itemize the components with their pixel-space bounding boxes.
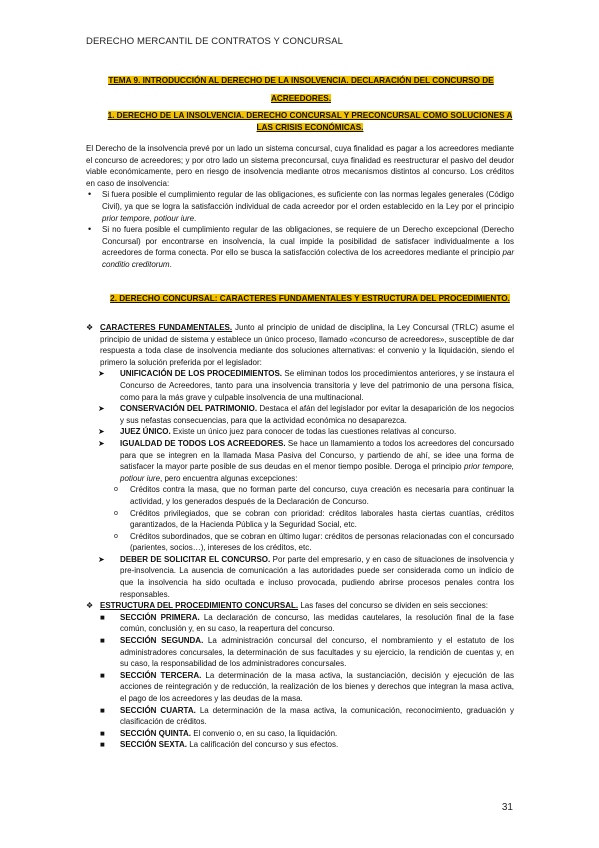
bullet-italic: par conditio creditorum [102,248,514,269]
sub-item-text: Créditos privilegiados, que se cobran con prioridad: créditos laborales hasta ciertas cuantías, créditos garantizados, de la Hacienda Pública y la Seguridad Social, etc. [130,508,514,530]
item-label: UNIFICACIÓN DE LOS PROCEDIMIENTOS. [120,369,283,379]
section-1-heading [100,110,520,134]
item-label: SECCIÓN QUINTA. [120,728,191,738]
caracteres-list [86,368,514,484]
item-text: Por parte del empresario, y en caso de situaciones de insolvencia y pre-insolvencia. La ausencia de comunicación a las autoridades puede ser considerada como un indicio de que la insolvencia ha sido ocultada e incluso provocada, pudiendo abrirse procesos penales contra los responsables. [120,554,514,599]
item-text: La calificación del concurso y sus efectos. [186,740,339,750]
item-label: SECCIÓN SEGUNDA. [120,636,204,646]
bullet-end: . [169,259,172,269]
arrow-bullet-icon: ➤ [98,427,105,437]
list-item [96,739,514,751]
arrow-bullet-icon: ➤ [98,438,105,448]
running-header: DERECHO MERCANTIL DE CONTRATOS Y CONCURSAL [86,36,344,47]
page-number: 31 [501,802,513,813]
item-text: Se eliminan todos los procedimientos anteriores, y se instaura el Concurso de Acreedores, tanto para una insolvencia transitoria y leve del patrimonio de una persona física, como para la más grave y culpable insolvencia de una multinacional. [120,369,515,402]
list-item [86,189,514,224]
circle-bullet-icon: o [114,486,118,494]
excepciones-list [86,484,514,554]
item-label: CONSERVACIÓN DEL PATRIMONIO. [120,404,258,414]
section-1-heading-text: 1. DERECHO DE LA INSOLVENCIA. DERECHO CONCURSAL Y PRECONCURSAL COMO SOLUCIONES A LAS CRISIS ECONÓMICAS. [107,111,513,132]
caracteres-label: CARACTERES FUNDAMENTALES. [100,323,233,332]
arrow-bullet-icon: ➤ [98,404,105,414]
square-bullet-icon: ■ [100,740,105,750]
list-item [96,368,514,403]
item-text: El convenio o, en su caso, la liquidación. [190,728,338,738]
estructura-text: Las fases del concurso se dividen en seis secciones: [298,601,488,611]
list-item [96,612,514,635]
item-text: Se hace un llamamiento a todos los acreedores del concursado para que se integren en la llamada Masa Pasiva del Concurso, y partiendo de ahí, se idee una forma de satisfacer la mayor parte posible de sus deudas en el menor tiempo posible. Deroga el principio [120,438,514,472]
caracteres-text: Junto al principio de unidad de disciplina, la Ley Concursal (TRLC) asume el principio de unidad de sistema y establece un único proceso, llamado «concurso de acreedores», susceptible de dar respuesta a toda clase de insolvencia mediante dos soluciones alternativas: el convenio y la liquidación, siendo el primero la solución preferida por el legislador: [100,323,515,367]
list-item [96,438,514,484]
section-1-intro: El Derecho de la insolvencia prevé por un lado un sistema concursal, cuya finalidad es pagar a los acreedores mediante el concurso de acreedores; y por otro lado un sistema preconcursal, cuya finalidad es reestructurar el pasivo del deudor viable económicamente, pero en riesgo de insolvencia mediante otros mecanismos distintos al concurso. Los créditos en caso de insolvencia: [86,144,514,188]
item-label: SECCIÓN SEXTA. [120,740,187,750]
item-text: La declaración de concurso, las medidas cautelares, la resolución final de la fase común, conclusión y, en su caso, la reapertura del concurso. [120,612,514,634]
square-bullet-icon: ■ [100,728,105,738]
caracteres-list-continued [86,554,514,600]
estructura-label: ESTRUCTURA DEL PROCEDIMIENTO CONCURSAL. [100,601,299,611]
list-item [96,728,514,740]
item-text: Destaca el afán del legislador por evitar la desaparición de los negocios y sus nefastas consecuencias, para que la actividad económica no desaparezca. [120,404,515,425]
bullet-end: . [194,213,197,223]
item-label: JUEZ ÚNICO. [120,427,171,437]
bullet-text: Si no fuera posible el cumplimiento regular de las obligaciones, se requiere de un Derecho excepcional (Derecho Concursal) por encontrarse en insolvencia, la cual impide la posibilidad de satisfacer individualmente a los acreedores de forma conecta. Por ello se busca la satisfacción colectiva de los acreedores mediante el principio [102,225,514,258]
item-label: DEBER DE SOLICITAR EL CONCURSO. [120,554,271,564]
list-item [96,670,514,705]
bullet-text: Si fuera posible el cumplimiento regular de las obligaciones, es suficiente con las normas legales generales (Código Civil), ya que se logra la satisfacción individual de cada acreedor por el orden establecido en la Ley por el principio [102,190,514,211]
list-item [86,508,514,531]
item-end: , pero encuentra algunas excepciones: [160,473,298,483]
bullet-italic: prior tempore, potiour iure [102,213,195,223]
section-1-bullet-list [86,189,514,270]
diamond-bullet-icon: ❖ [86,601,94,611]
list-item [96,705,514,728]
circle-bullet-icon: o [114,532,118,540]
list-item [86,484,514,507]
caracteres-block [86,322,514,368]
sub-item-text: Créditos contra la masa, que no forman parte del concurso, cuya creación es necesaria para continuar la actividad, y los generados después de la Declaración de Concurso. [130,485,514,506]
list-item [96,635,514,670]
diamond-bullet-icon: ❖ [86,323,94,332]
square-bullet-icon: ■ [100,636,105,646]
item-text: La administración concursal del concurso, el nombramiento y el estatuto de los administradores concursales, la determinación de sus facultades y su ejercicio, la rendición de cuentas y, en su caso, la responsabilidad de los administradores concursales. [120,636,514,669]
arrow-bullet-icon: ➤ [98,554,105,564]
list-item [86,531,514,554]
section-2-heading [100,293,520,305]
section-1-body [86,143,514,271]
list-item [96,403,514,426]
item-text: La determinación de la masa activa, la comunicación, reconocimiento, graduación y clasificación de créditos. [120,705,515,727]
list-item [86,224,514,270]
item-label: SECCIÓN TERCERA. [120,670,202,680]
section-2-heading-text: 2. DERECHO CONCURSAL: CARACTERES FUNDAMENTALES Y ESTRUCTURA DEL PROCEDIMIENTO. [110,294,510,303]
list-item [96,426,514,438]
item-label: SECCIÓN CUARTA. [120,705,196,715]
square-bullet-icon: ■ [100,612,105,622]
item-text: La determinación de la masa activa, la sustanciación, decisión y ejecución de las acciones de reintegración y de reducción, la realización de los bienes y derechos que integran la masa activa, el pago de los acreedores y las deudas de la masa. [120,670,514,703]
topic-title-block [96,70,506,106]
estructura-block [86,600,514,612]
item-text: Existe un único juez para conocer de todas las cuestiones relativas al concurso. [170,427,457,437]
section-2-body [86,322,514,751]
circle-bullet-icon: o [114,509,118,517]
list-item [96,554,514,600]
topic-title: TEMA 9. INTRODUCCIÓN AL DERECHO DE LA INSOLVENCIA. DECLARACIÓN DEL CONCURSO DE ACREEDORES. [108,76,494,103]
item-label: SECCIÓN PRIMERA. [120,612,200,622]
arrow-bullet-icon: ➤ [98,369,105,379]
estructura-list [86,612,514,751]
item-label: IGUALDAD DE TODOS LOS ACREEDORES. [120,438,286,448]
square-bullet-icon: ■ [100,705,105,715]
square-bullet-icon: ■ [100,670,105,680]
sub-item-text: Créditos subordinados, que se cobran en último lugar: créditos de personas relacionadas con el concursado (parientes, socios…), intereses de los créditos, etc. [130,531,514,553]
item-italic: prior tempore, potiour iure [120,462,514,483]
